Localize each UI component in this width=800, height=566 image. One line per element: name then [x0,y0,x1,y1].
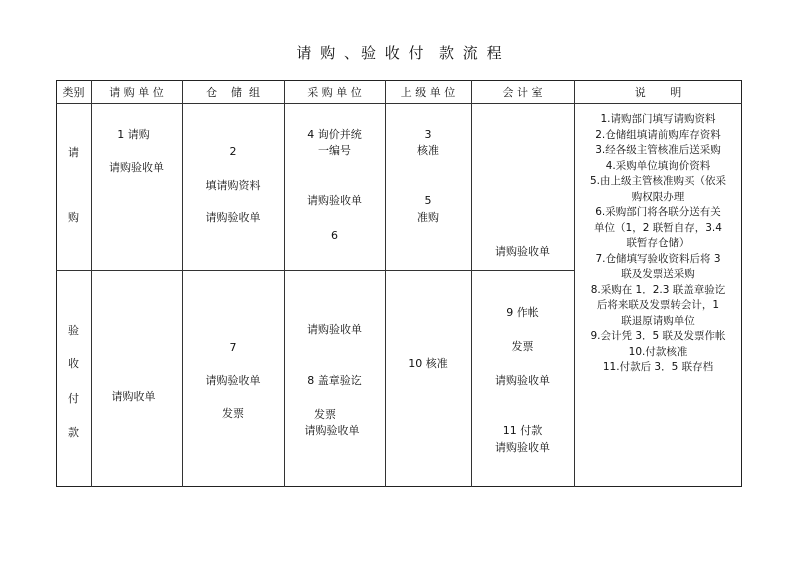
note-line: 联退原请购单位 [621,314,695,327]
header-warehouse: 仓 储 组 [206,86,260,99]
warehouse-request-form: 请购验收单 [205,211,261,224]
accounting-request-form: 请购验收单 [495,245,550,258]
supervisor-approve: 核准 [417,144,439,157]
column-divider [182,80,183,487]
page-title: 请 购 、验 收 付 款 流 程 [296,44,504,62]
note-line: 6.采购部门将各联分送有关 [595,206,721,218]
note-line: 7.仓储填写验收资料后将 3 [595,252,721,265]
purchasing-request-form: 请购验收单 [307,194,362,207]
note-line: 1.请购部门填写请购资料 [600,113,716,125]
purchasing-acceptance-form: 请购验收单 [307,323,362,336]
note-line: 单位（1，2 联暂自存，3.4 [594,221,722,234]
purchasing-step-8: 8 盖章验讫 [307,374,362,387]
supervisor-step-3: 3 [424,128,432,141]
warehouse-step-7: 7 [229,341,237,354]
note-line: 9.会计凭 3．5 联及发票作帐 [590,330,726,342]
note-line: 5.由上级主管核准购买（依采 [589,175,727,187]
note-line: 11.付款后 3．5 联存档 [602,361,714,373]
warehouse-acceptance-form: 请购验收单 [205,374,261,387]
purchasing-numbering: 一编号 [318,144,351,157]
row-divider [56,270,574,271]
side-label-acceptance-1: 验 [68,324,79,337]
header-accounting: 会 计 室 [502,86,543,99]
notes-list [575,112,741,376]
side-label-acceptance-3: 付 [68,392,79,405]
warehouse-fill-request: 填请购资料 [205,179,261,192]
header-requester: 请 购 单 位 [109,86,164,99]
header-divider [56,103,742,104]
note-line: 联及发票送采购 [621,268,695,280]
accounting-acceptance-form-2: 请购验收单 [495,441,550,454]
note-line: 购权限办理 [631,190,685,203]
warehouse-invoice: 发票 [222,407,244,420]
accounting-step-9: 9 作帐 [506,306,539,319]
header-notes: 说 明 [634,86,682,99]
requester-request-form: 请购验收单 [109,161,164,174]
side-label-acceptance-4: 款 [68,426,79,439]
requester-receipt-form: 请购收单 [111,390,156,403]
note-line: 联暂存仓储） [626,237,690,249]
side-label-request-2: 购 [68,211,79,224]
accounting-step-11: 11 付款 [502,424,543,437]
purchasing-acceptance-form-2: 请购验收单 [304,424,360,437]
supervisor-step-5: 5 [424,194,432,207]
supervisor-approve-purchase: 准购 [417,211,439,224]
accounting-invoice: 发票 [511,340,534,353]
note-line: 4.采购单位填询价资料 [605,159,711,172]
side-label-request-1: 请 [68,146,79,159]
purchasing-invoice: 发票 [314,408,336,421]
header-purchasing: 采 购 单 位 [307,86,362,99]
purchasing-step-4: 4 询价并统 [307,128,362,141]
supervisor-step-10: 10 核准 [408,357,448,370]
header-supervisor: 上 级 单 位 [400,86,456,99]
warehouse-step-2: 2 [229,145,237,158]
header-category: 类别 [62,86,85,99]
note-line: 2.仓储组填请前购库存资料 [595,128,721,141]
purchasing-step-6: 6 [331,229,338,242]
accounting-acceptance-form: 请购验收单 [495,374,550,387]
note-line: 后将来联及发票转会计，1 [596,299,720,311]
requester-step-1: 1 请购 [117,128,150,141]
note-line: 3.经各级主管核准后送采购 [595,144,721,156]
note-line: 8.采购在 1．2.3 联盖章验讫 [590,283,726,296]
note-line: 10.付款核准 [628,345,688,358]
side-label-acceptance-2: 收 [68,357,79,370]
